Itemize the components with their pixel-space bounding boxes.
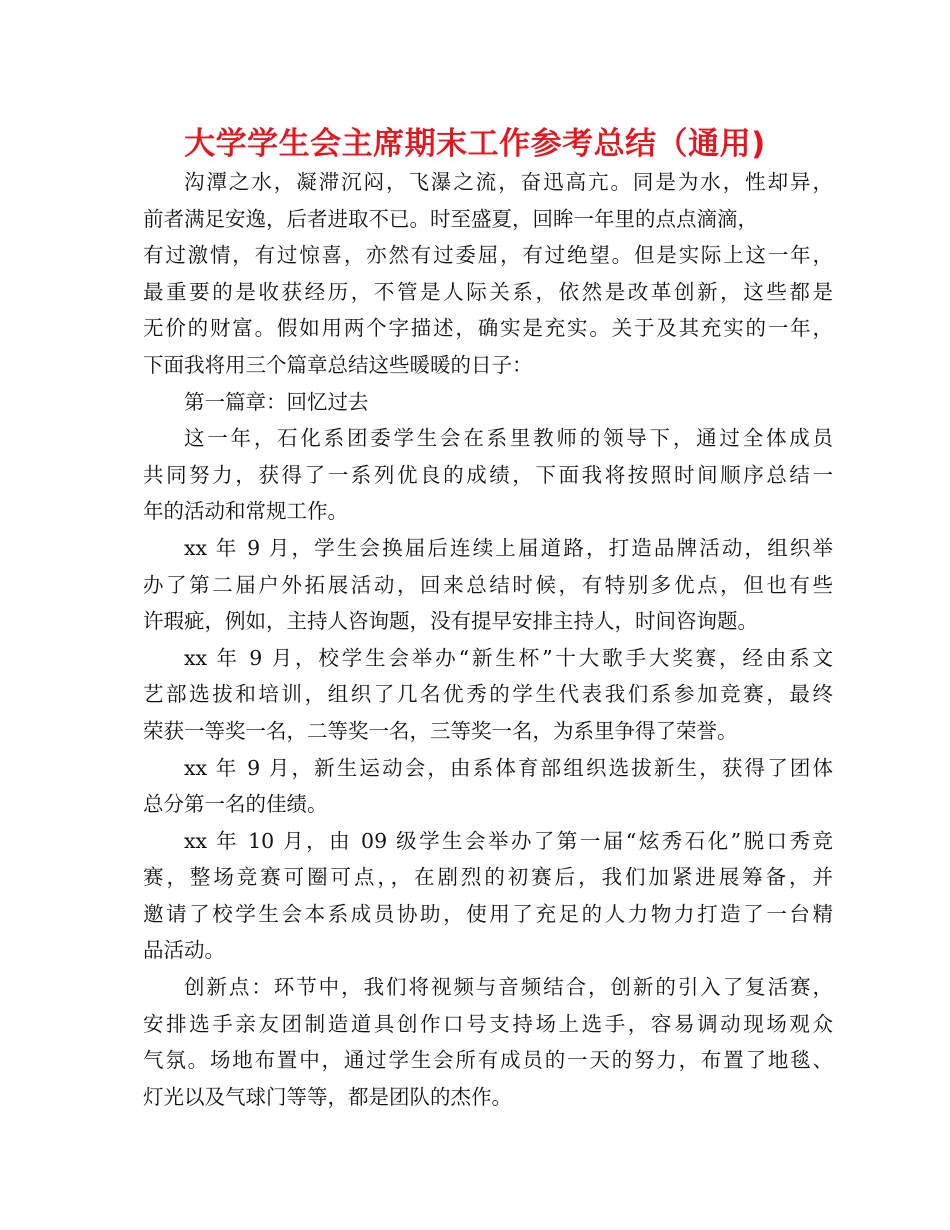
body-text-line: 安排选手亲友团制造道具创作口号支持场上选手，容易调动现场观众	[143, 1011, 833, 1036]
body-text-line: xx 年 9 月，新生运动会，由系体育部组织选拔新生，获得了团体	[184, 755, 833, 780]
body-text-line: 气氛。场地布置中，通过学生会所有成员的一天的努力，布置了地毯、	[143, 1048, 833, 1073]
body-text-line: 创新点：环节中，我们将视频与音频结合，创新的引入了复活赛，	[184, 975, 833, 1000]
body-text-line: 下面我将用三个篇章总结这些暖暖的日子：	[143, 352, 533, 377]
body-text-line: 这一年，石化系团委学生会在系里教师的领导下，通过全体成员	[184, 426, 833, 451]
body-text-line: 年的活动和常规工作。	[143, 499, 348, 524]
body-text-line: 赛，整场竞赛可圈可点，，在剧烈的初赛后，我们加紧进展筹备，并	[143, 865, 833, 890]
body-text-line: xx 年 9 月，学生会换届后连续上届道路，打造品牌活动，组织举	[184, 535, 833, 560]
body-text-line: 灯光以及气球门等等，都是团队的杰作。	[143, 1084, 512, 1109]
body-text-line: 品活动。	[143, 938, 225, 963]
body-text-line: 最重要的是收获经历，不管是人际关系，依然是改革创新，这些都是	[143, 279, 833, 304]
body-text-line: xx 年 9 月，校学生会举办“新生杯”十大歌手大奖赛，经由系文	[184, 645, 833, 670]
body-text-line: 总分第一名的佳绩。	[143, 792, 328, 817]
body-text-line: 荣获一等奖一名，二等奖一名，三等奖一名，为系里争得了荣誉。	[143, 718, 738, 743]
body-text-line: 共同努力，获得了一系列优良的成绩，下面我将按照时间顺序总结一	[143, 462, 833, 487]
document-body	[143, 164, 833, 1115]
body-text-line: 有过激情，有过惊喜，亦然有过委屈，有过绝望。但是实际上这一年，	[143, 243, 833, 268]
body-text-line: 邀请了校学生会本系成员协助，使用了充足的人力物力打造了一台精	[143, 901, 833, 926]
body-text-line: 办了第二届户外拓展活动，回来总结时候，有特别多优点，但也有些	[143, 572, 833, 597]
body-text-line: 前者满足安逸，后者进取不已。时至盛夏，回眸一年里的点点滴滴，	[143, 206, 758, 231]
body-text-line: 艺部选拔和培训，组织了几名优秀的学生代表我们系参加竞赛，最终	[143, 682, 833, 707]
document-title: 大学学生会主席期末工作参考总结（通用)	[184, 126, 766, 162]
body-text-line: 第一篇章：回忆过去	[184, 389, 369, 414]
body-text-line: xx 年 10 月，由 09 级学生会举办了第一届“炫秀石化”脱口秀竞	[184, 828, 833, 853]
body-text-line: 沟潭之水，凝滞沉闷，飞瀑之流，奋迅高亢。同是为水，性却异，	[184, 170, 833, 194]
body-text-line: 许瑕疵，例如，主持人咨询题，没有提早安排主持人，时间咨询题。	[143, 609, 758, 634]
body-text-line: 无价的财富。假如用两个字描述，确实是充实。关于及其充实的一年，	[143, 316, 833, 341]
